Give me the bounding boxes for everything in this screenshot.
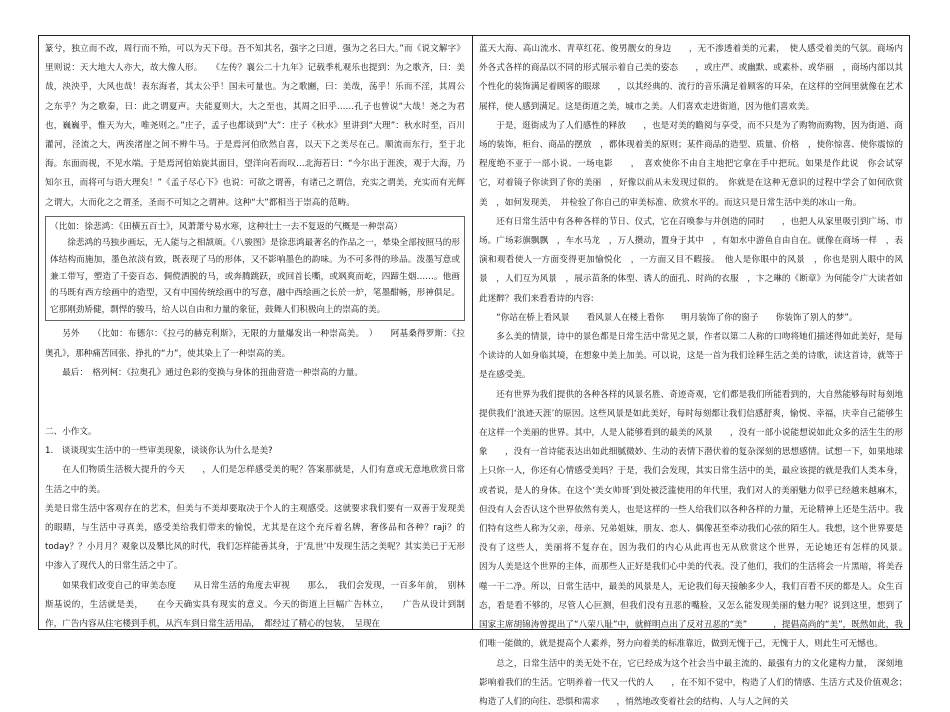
answer-paragraph-3: 如果我们改变自己的审美态度 从日常生活的角度去审视 那么， 我们会发现，一百多年前， 别林斯基说的，生活就是美， 在今天确实具有现实的意义。今天的街道上巨幅广告林立， 广告从设计到制作，广告内容从住宅楼到手机，从汽车到日常生活用品， 都经过了精心的包装， 呈现在 [45,577,465,635]
right-paragraph-5: 多么美的情景，诗中的景色都是日常生活中常见之景，作者以第二人称的口吻将她们描述得如此美好，是每个读诗的人如身临其境，在想象中美上加美。可以说，这是一首为我们诠释生活之美的诗歌，读这首诗，就等于是在感受美。 [479,328,903,386]
spacer [45,383,465,423]
another-example: 另外 （比如：布德尔：《拉弓的赫克利斯》，无限的力量爆发出一种崇高美。 ） 阿基桑得罗斯：《拉奥孔》，那种痛苦回张、挣扎的“力”，使其染上了一种崇高的美。 [45,325,465,363]
poem-quote: “你站在桥上看风景 看风景人在楼上看你 明月装饰了你的窗子 你装饰了别人的梦”。 [479,309,903,328]
right-paragraph-3: 还有日常生活中有各种各样的节日、仪式，它在召唤参与并创造的同时 ，也把人从家里吸引到广场、市场。广场彩旗飘飘 ，车水马龙 ，万人攒动，置身于其中 ，有如水中游鱼自由自在。就像在商场一样 ，表演和观看使人一方面变得更加愉悦化 ，一方面又目不暇接。 他人是你眼中的风景 ，你也是别人眼中的风景 ，人们互为风景 ，展示苗条的体型、诱人的面孔、时尚的衣服 ，卞之琳的《断章》为何能令广大读者如此迷醉？我们来看看诗的内容: [479,213,903,309]
right-paragraph-6: 还有世界为我们提供的各种各样的风景名胜、奇迹奇观，它们都是我们所能看到的，大自然能够每时每刻地提供我们‘浪迹天涯’的原因。这些风景是如此美好，每时每刻都让我们信感舒爽，愉悦、幸福，庆幸自己能够生在这样一个美丽的世界。其中，人是人能够看到的最美的风景 ，没有一部小说能想说如此众多的活生生的形象 ，没有一首诗能表达出如此细腻微妙、生动的表情下潜伏着的复杂深刻的思想感情。试想一下，如果地球上只你一人，你还有心情感受美吗？于是，我们会发现，其实日常生活中的美，最应该提的就是我们人类本身，或者说，是人的身体。在这个‘美女帅哥’到处被泛滥使用的年代里，我们对人的美丽魅力似乎已经越来越麻木，但没有人会否认这个世界依然有美人，也是这样的一些人给我们以各种各样的力量，无论精神上还是生活中。我们特有这些人称为父亲，母亲、兄弟姐妹，朋友、恋人、偶像甚至牵动我们心弦的陌生人。我想，这个世界要是没有了这些人，美丽将不复存在，因为我们的内心从此再也无从欣赏这个世界，无论她还有怎样的风景。 因为人美是这个世界的主体，而那些人正好是我们心中美的代表。没了他们，我们的生活将会一片黑暗，将美吞噬一干二净。所以，日常生活中，最美的风景是人，无论我们每天接触多少人，我们百看不厌的都是人。众生百态，看是看不够的，尽管人心叵测，但我们没有丑恶的嘴脸，又怎么能发现美丽的魅力呢？说到这里，想到了 国家主席胡锦涛曾提出了“八荣八耻”中，就鲜明点出了反对丑恶的“美” ，提倡高尚的“美”，既然如此，我们唯一能做的，就是提高个人素养，努力向着美的标准靠近，做到无愧于己，无愧于人，则此生可无憾也。 [479,386,903,655]
right-paragraph-2: 于是，逛街成为了人们感性的释放 ，也是对美的瞻阅与享受，而不只是为了购物而购物，因为街道、商场的装饰，柜台、商品的摆放 ，都体现着美的原则；某件商品的造型、质量、价格 ，使你惊喜、使你震惊的程度绝不亚于一部小说、一场电影 ， 喜欢使你不由自主地把它拿在手中把玩。如果是作此说 你会试穿它，对着镜子你读到了你的美丽 ，好像以前从未发现过似的。 你就是在这种无意识的过程中学会了如何欣赏美 ，如何发现美， 并检验了你自己的审美标准、欣赏水平的。而这只是日常生活中美的冰山一角。 [479,117,903,213]
question: 1. 谈谈现实生活中的一些审美现象，谈谈你认为什么是美? [45,442,465,461]
answer-paragraph-2: 美是日常生活中客观存在的艺术，但美与不美却要取决于个人的主观感受。这就要求我们要有一双善于发现美的眼睛，与生活中寻真美，感受美给我们带来的愉悦，尤其是在这个充斥着名牌，奢侈品和各种？raji？的today？？小月月？观象以及攀比风的时代，我们怎样能善其身，于‘乱世’中发现生活之美呢？其实美已于无形中渗入了现代人的日常生活之中了。 [45,500,465,577]
document-sheet [38,35,910,630]
top-paragraph: 篆兮，独立而不改，周行而不殆，可以为天下母。吾不知其名，强字之曰道，强为之名曰大。”而《说文解字》里则说：天大地大人亦大，故大像人形。 《左传？襄公二十九年》记载季札观乐也提到：为之歌齐，曰：美哉，泱泱乎，大风也哉！表东海者，其太公乎！国未可量也。为之歌豳，曰：美哉，荡乎！乐而不淫，其周公之东乎？为之歌秦，曰：此之谓夏声。夫能夏则大，大之至也，其周之旧乎……孔子也曾说“大哉！尧之为君也，巍巍乎，惟天为大，唯尧则之。”庄子，孟子也都谈到“大”：庄子《秋水》里讲到“大理”：秋水时至，百川灌河，泾流之大，两涘渚崖之间不辨牛马。于是焉河伯欣然自喜，以天下之美尽在己。顺流而东行，至于北海。东面而视，不见水端。于是焉河伯始旋其面目，望洋向若而叹…北海若曰：“今尔出于涯涘，观于大海，乃知尔丑，而将可与语大理矣！”《孟子尽心下》也说：可欲之谓善，有诸己之谓信，充实之谓美，充实而有光辉之谓大，大而化之之谓圣，圣而不可知之之谓神。这种“大”都相当于崇高的范畴。 [45,40,465,213]
example-box [45,216,465,322]
column-divider [472,36,473,629]
right-column [479,40,903,625]
answer-paragraph-1: 在人们物质生活极大提升的今天 ，人们是怎样感受美的呢？答案那就是，人们有意或无意地欣赏日常生活之中的美。 [45,461,465,499]
example-box-body: 徐悲鸿的马独步画坛，无人能与之相颉颃。《八骏图》是徐悲鸿最著名的作品之一，晕染全部按照马的形体结构而施加，墨色浓淡有致，既表现了马的形体，又不影响墨色的韵味。为不可多得的珍品。泼墨写意或兼工带写，塑造了千姿百态、倜傥洒脱的马，或奔腾跳跃，或回首长嘶，或飒爽而屹，四蹄生烟……。他画的马既有西方绘画中的造型，又有中国传统绘画中的写意，融中西绘画之长於一炉，笔墨酣畅，形神俱足。它那刚劲矫健，剽悍的骏马，给人以自由和力量的象征，鼓舞人们积极向上的崇高的美。 [50,235,460,318]
section-heading: 二、小作文。 [45,423,465,442]
example-box-head: （比如：徐悲鸿：《田横五百士》，风萧萧兮易水寒，这种壮士一去不复返的气概是一种崇高） [50,219,460,236]
last-example: 最后： 格列柯：《拉奥孔》通过色彩的变换与身体的扭曲营造一种崇高的力量。 [45,364,465,383]
left-column [45,40,465,625]
right-paragraph-7: 总之，日常生活中的美无处不在，它已经成为这个社会当中最主流的、最强有力的文化建构力量， 深刻地影响着我们的生活。它明养着一代又一代的人 ，在不知不觉中，构造了人们的情感、生活方式及价值观念； 构造了人们的向往、恐惧和需求 ，悄然地改变着社会的结构、人与人之间的关 [479,655,903,712]
right-paragraph-1: 蓝天大海、高山流水、青草红花、俊男靓女的身边 ，无不渗透着美的元素， 使人感受着美的气氛。商场内外各式各样的商品以不同的形式展示着自己美的姿态 ，或庄严、或幽默、或素朴、或华丽 ，商场内部以其个性化的装饰满足着顾客的眼球 ，以其经典的、流行的音乐满足着顾客的耳朵，在这样的空间里就像在艺术展样，使人感到满足。这是街道之美，城市之美。人们喜欢走进街道，因为他们喜欢美。 [479,40,903,117]
